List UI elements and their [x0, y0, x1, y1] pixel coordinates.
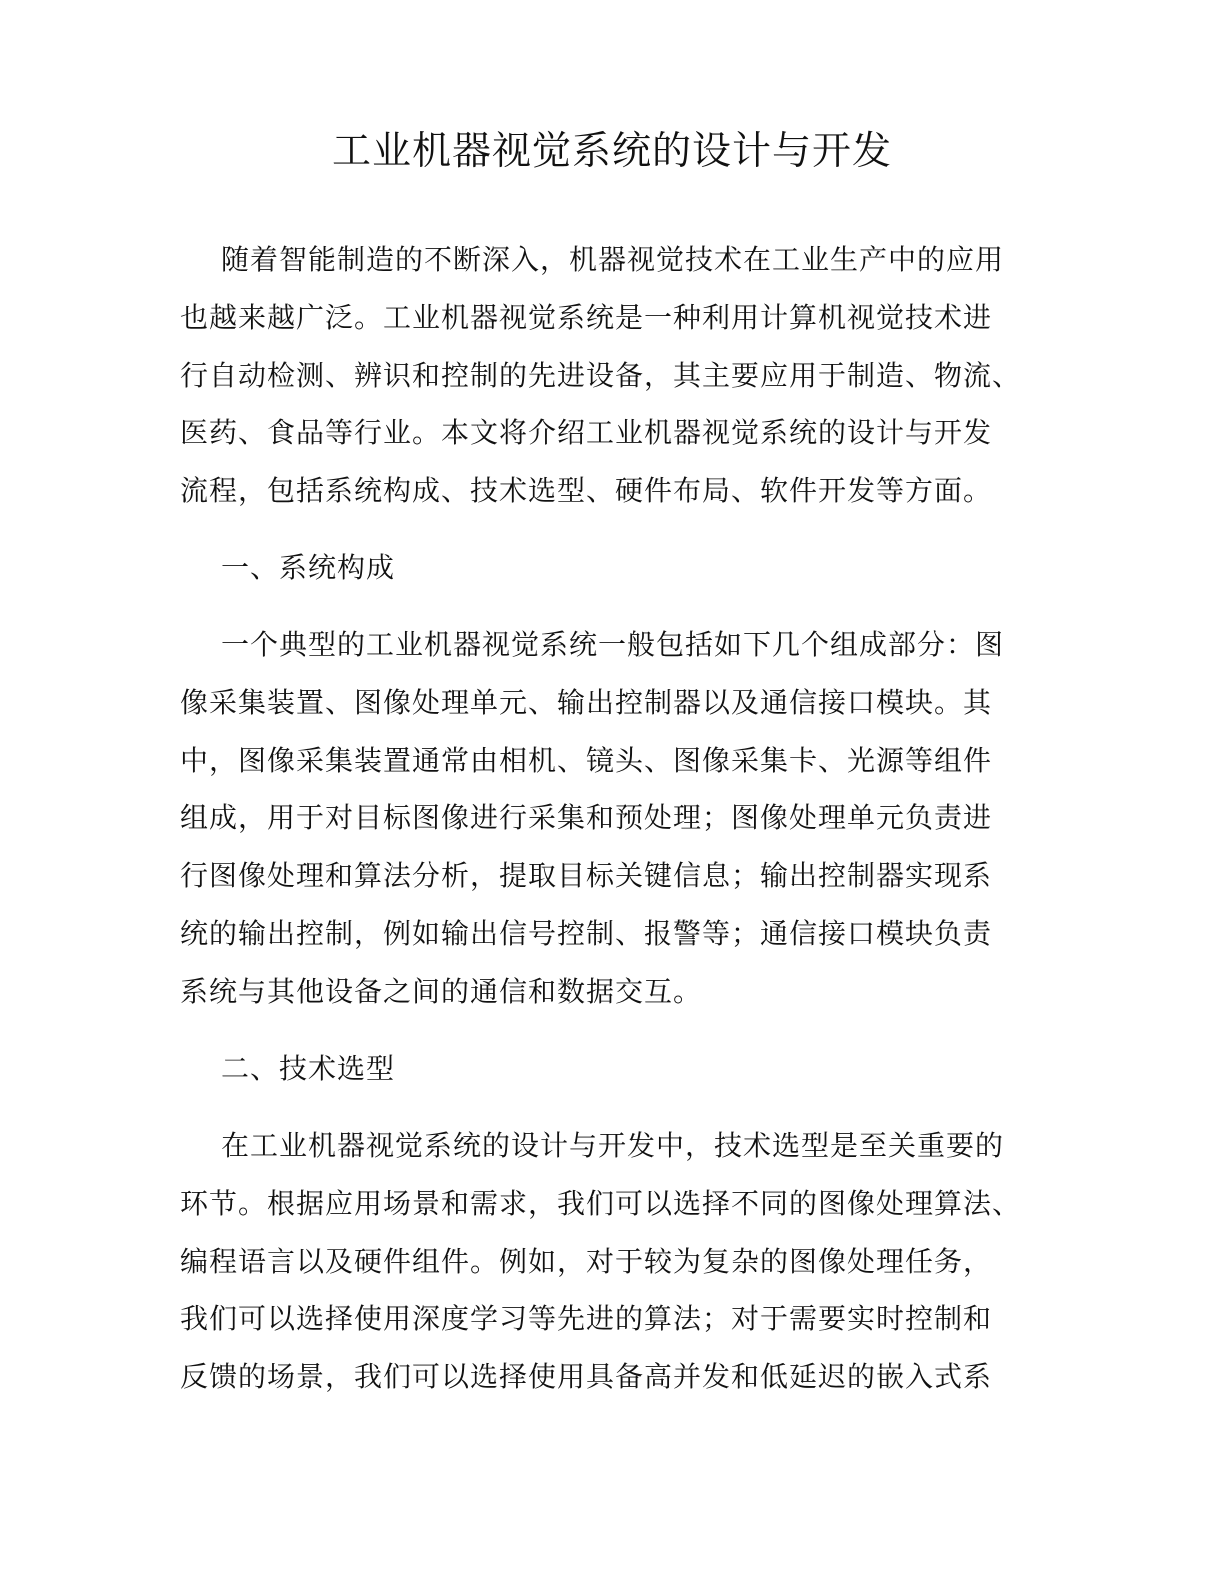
section-1-heading: 一、系统构成 [221, 551, 396, 584]
section-1-line-6: 统的输出控制，例如输出信号控制、报警等；通信接口模块负责 [180, 917, 993, 950]
section-2-line-5: 反馈的场景，我们可以选择使用具备高并发和低延迟的嵌入式系 [180, 1360, 993, 1393]
section-1-line-4: 组成，用于对目标图像进行采集和预处理；图像处理单元负责进 [180, 801, 993, 834]
section-2-line-3: 编程语言以及硬件组件。例如，对于较为复杂的图像处理任务， [180, 1245, 993, 1278]
section-2-heading: 二、技术选型 [221, 1052, 396, 1085]
section-2-line-1: 在工业机器视觉系统的设计与开发中，技术选型是至关重要的 [221, 1129, 1005, 1162]
section-1-line-1: 一个典型的工业机器视觉系统一般包括如下几个组成部分：图 [221, 628, 1005, 661]
section-2-line-2: 环节。根据应用场景和需求，我们可以选择不同的图像处理算法、 [180, 1187, 1022, 1220]
intro-line-1: 随着智能制造的不断深入，机器视觉技术在工业生产中的应用 [221, 243, 1005, 276]
intro-line-3: 行自动检测、辨识和控制的先进设备，其主要应用于制造、物流、 [180, 359, 1022, 392]
section-1-line-7: 系统与其他设备之间的通信和数据交互。 [180, 975, 703, 1008]
intro-line-2: 也越来越广泛。工业机器视觉系统是一种利用计算机视觉技术进 [180, 301, 993, 334]
document-title: 工业机器视觉系统的设计与开发 [331, 129, 892, 174]
section-2-line-4: 我们可以选择使用深度学习等先进的算法；对于需要实时控制和 [180, 1302, 993, 1335]
intro-line-4: 医药、食品等行业。本文将介绍工业机器视觉系统的设计与开发 [180, 416, 993, 449]
section-1-line-2: 像采集装置、图像处理单元、输出控制器以及通信接口模块。其 [180, 686, 993, 719]
intro-line-5: 流程，包括系统构成、技术选型、硬件布局、软件开发等方面。 [180, 474, 993, 507]
section-1-line-3: 中，图像采集装置通常由相机、镜头、图像采集卡、光源等组件 [180, 744, 993, 777]
section-1-line-5: 行图像处理和算法分析，提取目标关键信息；输出控制器实现系 [180, 859, 993, 892]
